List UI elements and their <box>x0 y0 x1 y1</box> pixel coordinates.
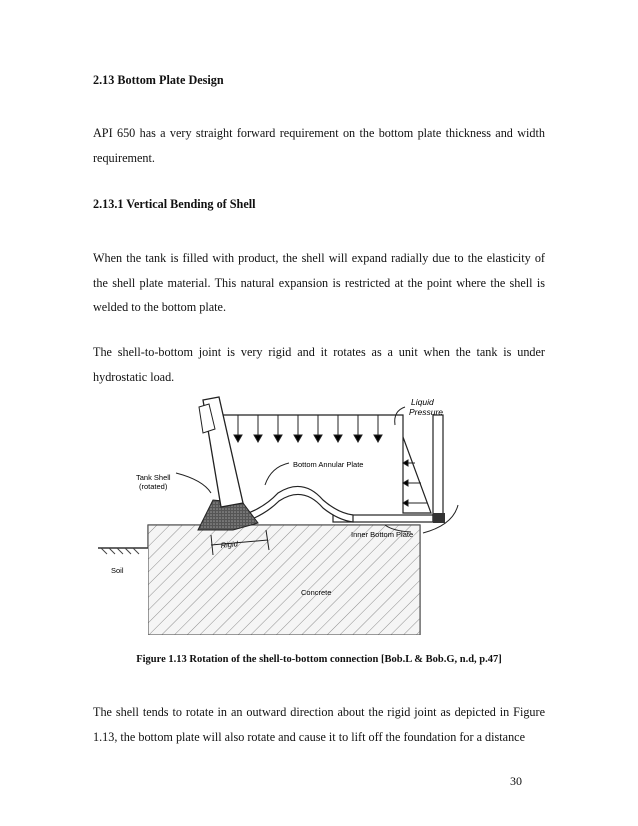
label-rigid: Rigid <box>220 539 239 550</box>
label-pressure: Pressure <box>409 407 444 417</box>
page-number: 30 <box>510 774 522 788</box>
pressure-arrows-side <box>403 460 427 506</box>
label-bottom-annular-plate: Bottom Annular Plate <box>293 460 364 469</box>
label-rotated: (rotated) <box>139 482 168 491</box>
subsection-heading: 2.13.1 Vertical Bending of Shell <box>93 197 256 211</box>
pressure-arrows-top <box>234 415 382 442</box>
label-liquid: Liquid <box>411 397 434 407</box>
figure-caption: Figure 1.13 Rotation of the shell-to-bottom connection [Bob.L & Bob.G, n.d, p.47] <box>136 654 502 665</box>
paragraph-bottom-plate: API 650 has a very straight forward requirement on the bottom plate thickness and width requirement. <box>93 126 545 165</box>
shell-rotation-figure <box>93 385 545 635</box>
soil-region <box>98 548 148 635</box>
paragraph-joint: The shell-to-bottom joint is very rigid and it rotates as a unit when the tank is under hydrostatic load. <box>93 345 545 384</box>
paragraph-expansion: When the tank is filled with product, the shell will expand radially due to the elasticity of the shell plate material. This natural expansion is restricted at the point where the shell is welded to the bottom plate. <box>93 251 545 314</box>
label-soil: Soil <box>111 566 124 575</box>
label-inner-bottom-plate: Inner Bottom Plate <box>351 530 414 539</box>
label-concrete: Concrete <box>301 588 332 597</box>
section-heading: 2.13 Bottom Plate Design <box>93 73 224 87</box>
paragraph-rotation: The shell tends to rotate in an outward direction about the rigid joint as depicted in Figure 1.13, the bottom plate will also rotate and cause it to lift off the foundation for a distance <box>93 705 545 744</box>
label-tank-shell: Tank Shell <box>136 473 171 482</box>
